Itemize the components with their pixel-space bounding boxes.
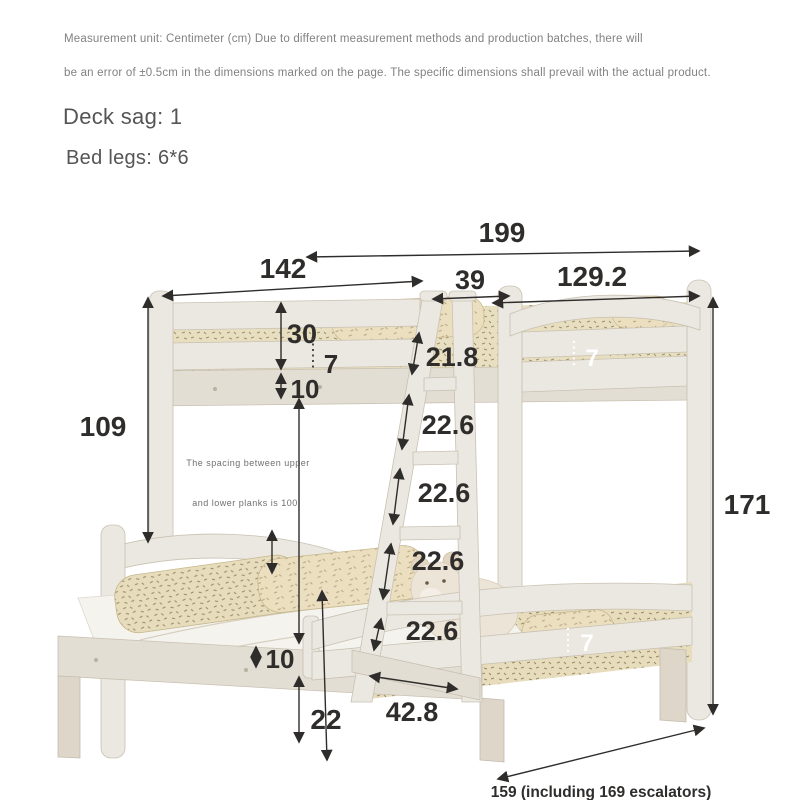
dim-ladder-step-3-label: 22.6 [417,478,471,508]
ladder-rung-2 [413,451,458,465]
screw-dot [244,668,248,672]
bed-note [186,458,310,508]
dim-overall-height [713,298,770,714]
dim-upper-right-width-label: 129.2 [556,261,628,292]
ladder-rung-1 [424,377,456,391]
dim-overall-height-label: 171 [723,489,771,520]
dim-ladder-step-2-label: 22.6 [421,410,475,440]
dim-upper-frame-depth-label: 10 [290,374,320,404]
dim-ladder-step-4-label: 22.6 [411,546,465,576]
dim-ladder-gap-label: 39 [454,265,486,295]
dim-right-rail-thickness-upper-label: 7 [585,345,599,372]
dim-leg-height-label: 22 [310,704,342,735]
bed-note-line-1: The spacing between upper [186,458,310,468]
dim-total-width-top [307,217,699,257]
bunk-bed-illustration [58,280,711,762]
dim-ladder-step-5-label: 22.6 [405,616,459,646]
disclaimer-line-2: be an error of ±0.5cm in the dimensions marked on the page. The specific dimensions shall prevail with the actual product. [64,67,711,79]
upper-headboard-plank-2 [522,356,687,392]
dim-upper-section-height [80,298,148,542]
dim-ladder-step-top-label: 21.8 [425,342,479,372]
lower-front-left-leg [58,676,80,758]
screw-dot [213,387,217,391]
spec-bed-legs: Bed legs: 6*6 [66,147,189,169]
upper-headboard-plank-1 [522,326,687,358]
lower-front-right-leg [660,648,686,722]
lower-middle-leg [480,698,504,762]
dim-upper-section-height-label: 109 [79,411,127,442]
dim-floor-length [491,728,712,800]
dim-upper-bed-width [163,253,422,296]
spec-deck-sag: Deck sag: 1 [63,104,183,129]
dim-ladder-base-width-label: 42.8 [385,697,439,727]
dim-upper-bed-width-label: 142 [259,253,307,284]
upper-left-post [149,291,173,557]
dim-left-rail-thickness-label: 7 [323,349,339,379]
bed-note-line-2: and lower planks is 100 [192,498,298,508]
dim-lower-frame-depth-label: 10 [265,644,295,674]
dim-total-width-label: 199 [478,217,526,248]
ladder-rung-3 [400,526,460,540]
screw-dot [94,658,98,662]
dim-guardrail-height-label: 30 [286,319,318,349]
disclaimer-line-1: Measurement unit: Centimeter (cm) Due to different measurement methods and production batches, there will [64,33,643,45]
dim-floor-length-label: 159 (including 169 escalators) [490,784,712,800]
ladder-rung-4 [387,601,462,615]
dim-right-rail-thickness-lower-label: 7 [580,630,594,657]
